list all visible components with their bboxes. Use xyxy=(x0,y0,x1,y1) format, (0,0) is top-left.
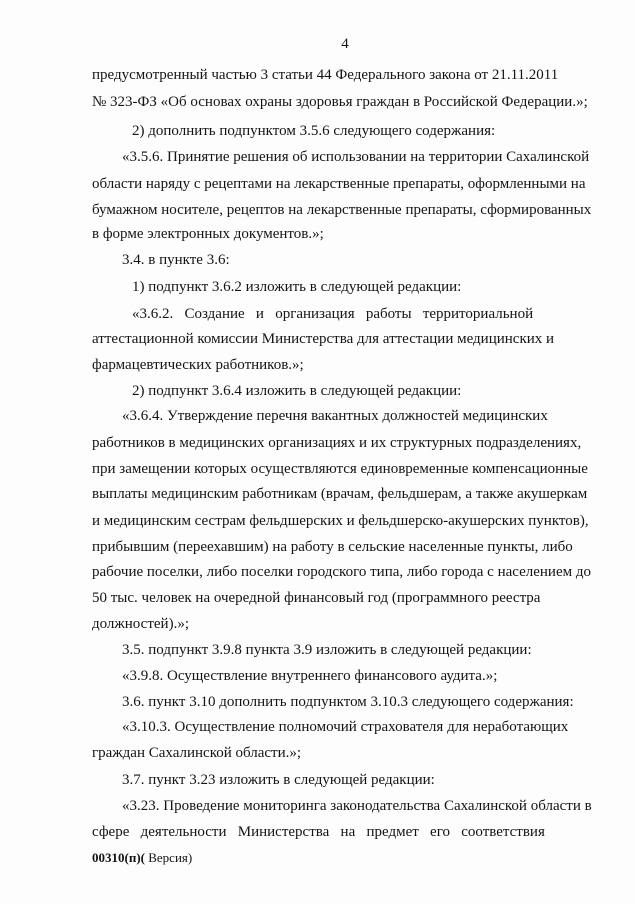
text-line: 3.4. в пункте 3.6: xyxy=(122,252,230,268)
text-line: «3.6.2. Создание и организация работы территориальной xyxy=(132,306,534,322)
doc-code: 00310(п)( xyxy=(92,850,145,865)
text-line: 3.6. пункт 3.10 дополнить подпунктом 3.10.3 следующего содержания: xyxy=(122,694,574,710)
page-number: 4 xyxy=(341,36,349,52)
text-line: 2) подпункт 3.6.4 изложить в следующей редакции: xyxy=(132,383,462,399)
text-line: и медицинским сестрам фельдшерских и фельдшерско-акушерских пунктов), xyxy=(92,513,589,529)
text-line: № 323-ФЗ «Об основах охраны здоровья граждан в Российской Федерации.»; xyxy=(92,94,588,110)
text-line: области наряду с рецептами на лекарственные препараты, оформленными на xyxy=(92,176,586,192)
text-line: должностей).»; xyxy=(92,616,189,632)
text-line: 3.7. пункт 3.23 изложить в следующей редакции: xyxy=(122,772,435,788)
text-line: граждан Сахалинской области.»; xyxy=(92,745,302,761)
text-line: предусмотренный частью 3 статьи 44 Федерального закона от 21.11.2011 xyxy=(92,67,559,83)
text-line: выплаты медицинским работникам (врачам, фельдшерам, а также акушеркам xyxy=(92,486,588,502)
text-line: рабочие поселки, либо поселки городского типа, либо города с населением до xyxy=(92,564,591,580)
text-line: прибывшим (переехавшим) на работу в сельские населенные пункты, либо xyxy=(92,539,573,555)
text-line: 50 тыс. человек на очередной финансовый год (программного реестра xyxy=(92,590,541,606)
text-line: аттестационной комиссии Министерства для аттестации медицинских и xyxy=(92,331,555,347)
doc-version: Версия) xyxy=(144,850,193,865)
text-line: работников в медицинских организациях и их структурных подразделениях, xyxy=(92,435,582,451)
text-line: сфере деятельности Министерства на предмет его соответствия xyxy=(92,824,545,840)
text-line: «3.9.8. Осуществление внутреннего финансового аудита.»; xyxy=(122,668,498,684)
text-line: фармацевтических работников.»; xyxy=(92,357,304,373)
text-line: 1) подпункт 3.6.2 изложить в следующей редакции: xyxy=(132,279,462,295)
text-line: при замещении которых осуществляются единовременные компенсационные xyxy=(92,461,588,477)
text-line: «3.10.3. Осуществление полномочий страхователя для неработающих xyxy=(122,719,569,735)
text-line: «3.5.6. Принятие решения об использовании на территории Сахалинской xyxy=(122,149,590,165)
text-line: «3.6.4. Утверждение перечня вакантных должностей медицинских xyxy=(122,408,548,424)
text-line: «3.23. Проведение мониторинга законодательства Сахалинской области в xyxy=(122,798,592,814)
text-line: бумажном носителе, рецептов на лекарственные препараты, сформированных xyxy=(92,202,592,218)
footer-doc-code xyxy=(92,850,192,866)
text-line: 3.5. подпункт 3.9.8 пункта 3.9 изложить в следующей редакции: xyxy=(122,642,532,658)
text-line: в форме электронных документов.»; xyxy=(92,226,324,242)
text-line: 2) дополнить подпунктом 3.5.6 следующего содержания: xyxy=(132,123,496,139)
